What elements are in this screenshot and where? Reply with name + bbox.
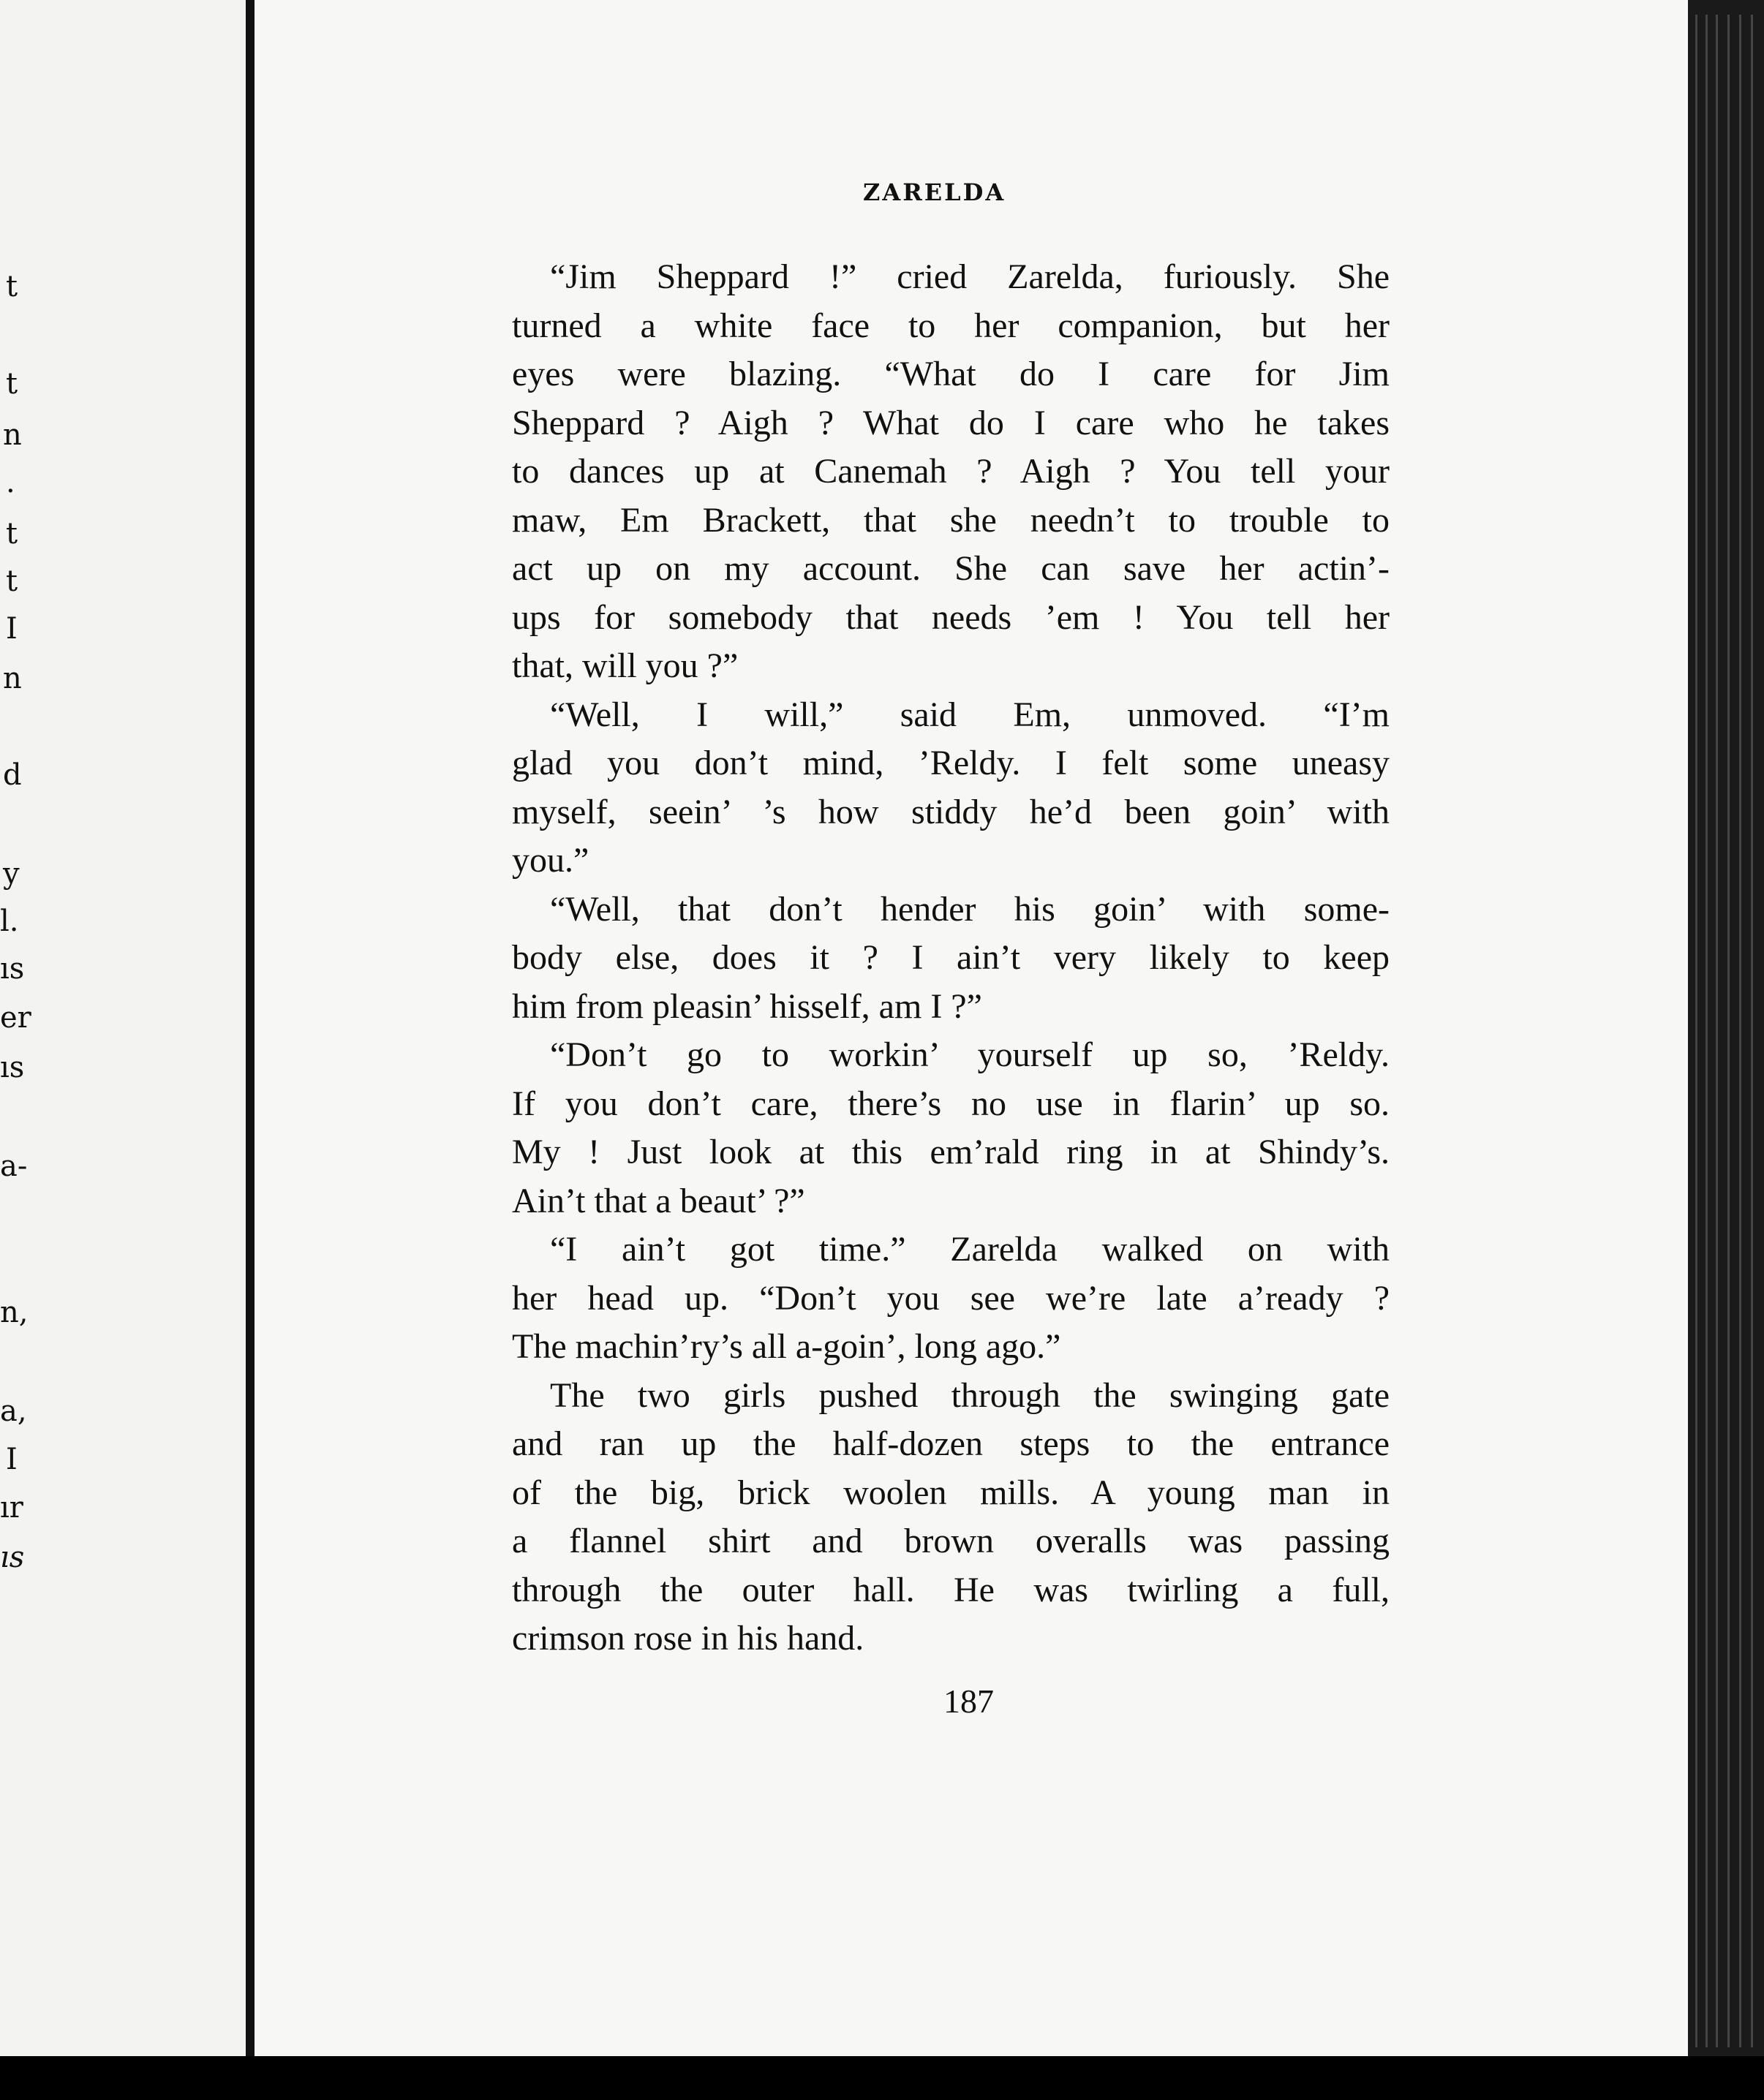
text-line: “Don’t go to workin’ yourself up so, ’Reldy.	[550, 1035, 1390, 1074]
text-line: ups for somebody that needs ’em ! You tell her	[512, 597, 1390, 637]
text-line: act up on my account. She can save her actin’-	[512, 549, 1390, 588]
left-page-fragment: t	[6, 367, 18, 401]
left-page-fragment: a-	[0, 1149, 28, 1183]
text-line: body else, does it ? I ain’t very likely to keep	[512, 938, 1390, 977]
left-page-fragment: .	[6, 466, 15, 499]
text-line: her head up. “Don’t you see we’re late a’ready ?	[512, 1278, 1390, 1318]
text-line: Sheppard ? Aigh ? What do I care who he takes	[512, 403, 1390, 442]
text-line: glad you don’t mind, ’Reldy. I felt some uneasy	[512, 744, 1390, 782]
left-page-fragment: ıs	[0, 1541, 25, 1574]
text-line: Ain’t that a beaut’ ?”	[512, 1181, 805, 1220]
text-line: through the outer hall. He was twirling a full,	[512, 1570, 1390, 1609]
page-edge-line	[1751, 15, 1753, 2047]
text-line: a flannel shirt and brown overalls was passing	[512, 1522, 1390, 1560]
left-page-fragment: y	[3, 857, 20, 891]
left-page-fragment: ıs	[0, 952, 25, 986]
left-page-fragment: n	[3, 662, 22, 695]
text-line: crimson rose in his hand.	[512, 1619, 864, 1658]
page-edge-line	[1716, 15, 1718, 2047]
scan-border	[0, 2056, 1764, 2100]
left-page-fragment: a,	[0, 1394, 27, 1428]
left-page-fragment: n,	[0, 1296, 29, 1329]
page-edge-line	[1705, 15, 1708, 2047]
left-page-fragment: d	[3, 758, 22, 792]
text-line: If you don’t care, there’s no use in flarin’ up so.	[512, 1084, 1390, 1123]
text-line: The two girls pushed through the swinging gate	[550, 1375, 1390, 1415]
page-number: 187	[943, 1682, 994, 1720]
text-line: “Well, that don’t hender his goin’ with some-	[550, 889, 1390, 929]
left-page	[0, 0, 252, 2056]
text-line: My ! Just look at this em’rald ring in at Shindy’s.	[512, 1133, 1390, 1171]
text-line: turned a white face to her companion, but her	[512, 306, 1390, 345]
text-line: “I ain’t got time.” Zarelda walked on with	[550, 1230, 1390, 1269]
page-edge-line	[1739, 15, 1741, 2047]
left-page-fragment: t	[6, 517, 18, 551]
left-page-fragment: ıs	[0, 1051, 25, 1084]
text-line: The machin’ry’s all a-goin’, long ago.”	[512, 1327, 1061, 1366]
left-page-fragment: l.	[0, 904, 19, 938]
left-page-fragment: I	[6, 612, 18, 646]
text-line: to dances up at Canemah ? Aigh ? You tell your	[512, 452, 1390, 491]
text-line: and ran up the half-dozen steps to the entrance	[512, 1424, 1390, 1463]
text-line: maw, Em Brackett, that she needn’t to trouble to	[512, 500, 1390, 540]
page-edge-line	[1727, 15, 1730, 2047]
left-page-fragment: n	[3, 418, 22, 452]
left-page-fragment: t	[6, 564, 18, 598]
left-page-fragment: ır	[0, 1491, 23, 1525]
running-head: ZARELDA	[863, 178, 1006, 206]
left-page-fragment: I	[6, 1443, 18, 1476]
page-edge-line	[1695, 15, 1697, 2047]
text-line: “Jim Sheppard !” cried Zarelda, furiously. She	[550, 257, 1390, 296]
left-page-fragment: er	[0, 1001, 31, 1035]
body-text	[512, 253, 1390, 1663]
book-gutter	[246, 0, 255, 2056]
text-line: eyes were blazing. “What do I care for Jim	[512, 355, 1390, 393]
text-line: that, will you ?”	[512, 646, 739, 685]
text-line: “Well, I will,” said Em, unmoved. “I’m	[550, 695, 1390, 734]
left-page-fragment: t	[6, 270, 18, 303]
text-line: myself, seein’ ’s how stiddy he’d been goin’ with	[512, 792, 1390, 831]
text-line: you.”	[512, 841, 589, 880]
text-line: of the big, brick woolen mills. A young man in	[512, 1473, 1390, 1512]
text-line: him from pleasin’ hisself, am I ?”	[512, 986, 982, 1026]
